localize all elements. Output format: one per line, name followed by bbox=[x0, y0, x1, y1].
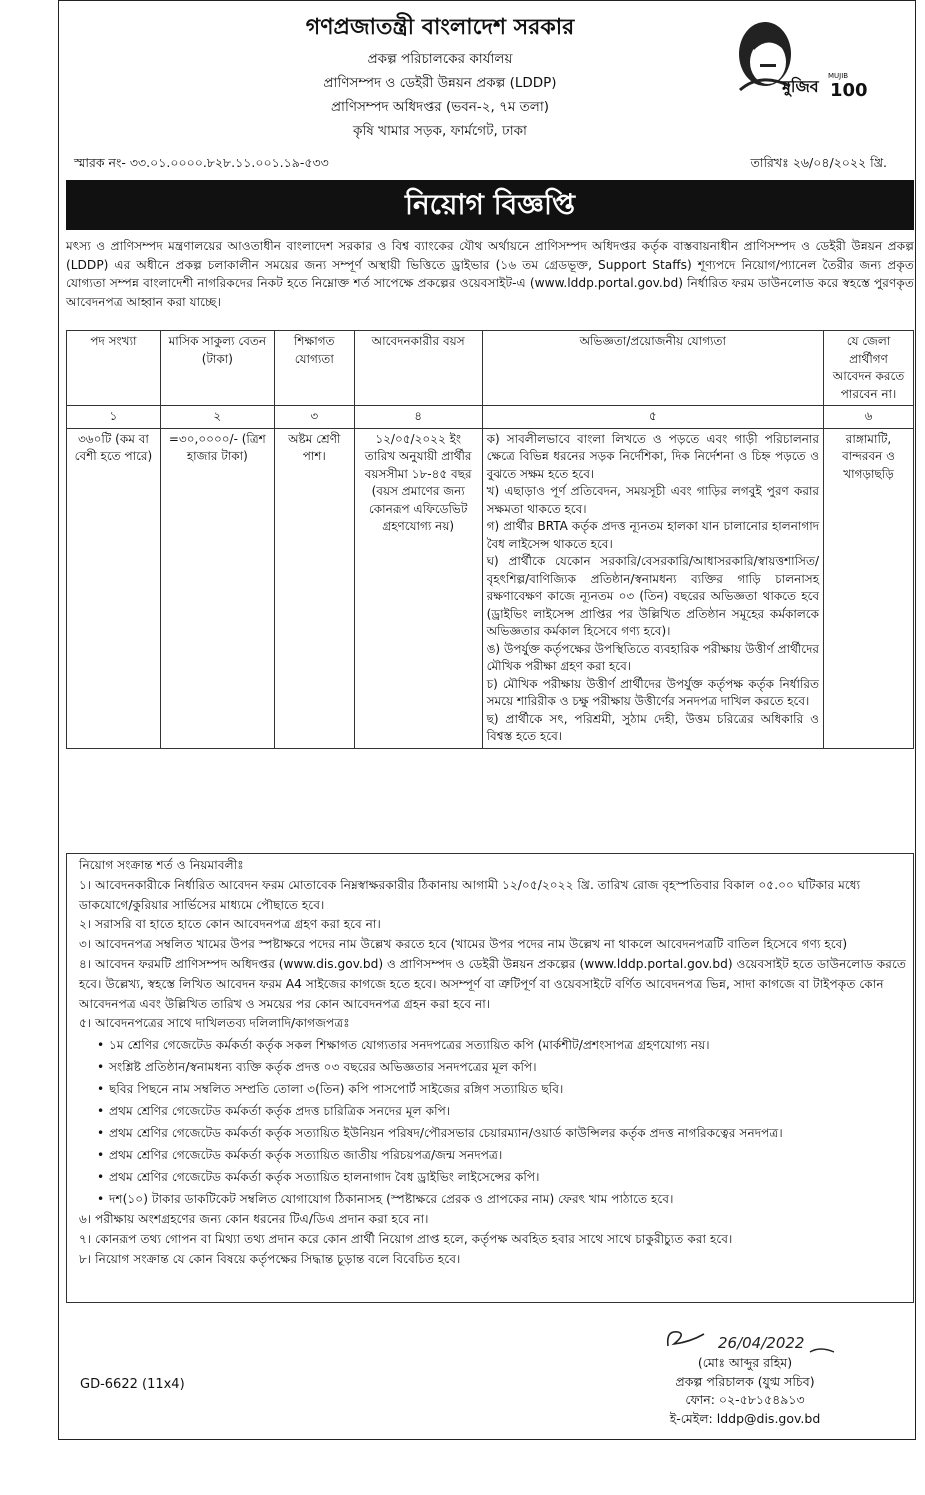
document-item: • সংশ্লিষ্ট প্রতিষ্ঠান/স্বনামধন্য ব্যক্তি কর্তৃক প্রদত্ত ০৩ বছরের অভিজ্ঞতার সনদপত্রের মূল কপি। bbox=[109, 1056, 907, 1078]
government-title: গণপ্রজাতন্ত্রী বাংলাদেশ সরকার bbox=[305, 15, 575, 40]
col-number: ৬ bbox=[824, 406, 914, 429]
header-districts: যে জেলা প্রার্থীগণ আবেদন করতে পারবেন না। bbox=[824, 331, 914, 406]
terms-section bbox=[66, 853, 914, 1303]
memo-number: স্মারক নং- ৩৩.০১.০০০০.৮২৮.১১.০০১.১৯-৫৩৩ bbox=[74, 155, 329, 170]
header-salary: মাসিক সাকুল্য বেতন (টাকা) bbox=[160, 331, 274, 406]
term-item: ৪। আবেদন ফরমটি প্রাণিসম্পদ অধিদপ্তর (www.dis.gov.bd) ও প্রাণিসম্পদ ও ডেইরী উন্নয়ন প্রকল্পের (www.lddp.portal.gov.bd) ওয়েবসাইট হতে ডাউনলোড করতে হবে। উল্লেখ্য, স্বহস্তে লিখিত আবেদন ফরম A4 সাইজের কাগজে হতে হবে। অসম্পূর্ণ বা ত্রুটিপূর্ণ বা ওয়েবসাইটে বর্ণিত আবেদনপত্র ভিন্ন, সাদা কাগজে বা টাইপকৃত কোন আবেদনপত্র এবং উল্লিখিত তারিখ ও সময়ের পর কোন আবেদনপত্র গ্রহন করা হবে না। bbox=[79, 956, 906, 1011]
age-cell: ১২/০৫/২০২২ ইং তারিখ অনুযায়ী প্রার্থীর বয়সসীমা ১৮-৪৫ বছর (বয়স প্রমাণের জন্য কোনরূপ এফিডেভিট গ্রহণযোগ্য নয়) bbox=[354, 428, 482, 748]
svg-text:মুজিব: মুজিব bbox=[782, 77, 819, 96]
requirement-item: গ) প্রার্থীর BRTA কর্তৃক প্রদত্ত ন্যূনতম হালকা যান চালানোর হালনাগাদ বৈধ লাইসেন্স থাকতে হবে। bbox=[486, 519, 820, 551]
term-item: ৮। নিয়োগ সংক্রান্ত যে কোন বিষয়ে কর্তৃপক্ষের সিদ্ধান্ত চূড়ান্ত বলে বিবেচিত হবে। bbox=[79, 1251, 461, 1266]
col-number: ৫ bbox=[482, 406, 823, 429]
header-age: আবেদনকারীর বয়স bbox=[354, 331, 482, 406]
office-address: কৃষি খামার সড়ক, ফার্মগেট, ঢাকা bbox=[353, 123, 527, 139]
office-name: প্রকল্প পরিচালকের কার্যালয় bbox=[367, 51, 513, 67]
signatory-phone: ফোন: ০২-৫৮১৫৪৯১৩ bbox=[685, 1392, 805, 1407]
requirements-cell bbox=[482, 428, 823, 748]
term-item: ১। আবেদনকারীকে নির্ধারিত আবেদন ফরম মোতাবেক নিম্নস্বাক্ষরকারীর ঠিকানায় আগামী ১২/০৫/২০২২ খ্রি. তারিখ রোজ বৃহস্পতিবার বিকাল ০৫.০০ ঘটিকার মধ্যে ডাকযোগে/কুরিয়ার সার্ভিসের মাধ্যমে পৌছাতে হবে। bbox=[79, 877, 861, 912]
requirement-item: ঘ) প্রার্থীকে যেকোন সরকারি/বেসরকারি/আধাসরকারি/স্বায়ত্তশাসিত/বৃহৎশিল্প/বাণিজ্যিক প্রতিষ্ঠান/স্বনামধন্য ব্যক্তির গাড়ি চালনাসহ রক্ষণাবেক্ষণ কাজে ন্যূনতম ০৩ (তিন) বছরের অভিজ্ঞতা থাকতে হবে (ড্রাইভিং লাইসেন্স প্রাপ্তির পর উল্লিখিত প্রতিষ্ঠান সমূহের কর্মকালকে অভিজ্ঞতার কর্মকাল হিসেবে গণ্য হবে)। bbox=[486, 554, 820, 638]
education-cell: অষ্টম শ্রেণী পাশ। bbox=[274, 428, 354, 748]
signatory-designation: প্রকল্প পরিচালক (যুগ্ম সচিব) bbox=[675, 1373, 815, 1389]
gd-number: GD-6622 (11x4) bbox=[80, 1377, 185, 1392]
svg-text:MUJIB: MUJIB bbox=[828, 72, 849, 80]
terms-title: নিয়োগ সংক্রান্ত শর্ত ও নিয়মাবলীঃ bbox=[79, 858, 244, 872]
header-posts: পদ সংখ্যা bbox=[67, 331, 161, 406]
requirement-item: ছ) প্রার্থীকে সৎ, পরিশ্রমী, সুঠাম দেহী, উত্তম চরিত্রের অধিকারি ও বিশ্বস্ত হতে হবে। bbox=[486, 711, 820, 743]
signatory-name: (মোঃ আব্দুর রহিম) bbox=[697, 1355, 793, 1370]
salary-cell: =৩০,০০০০/- (ত্রিশ হাজার টাকা) bbox=[160, 428, 274, 748]
requirement-item: খ) এছাড়াও পূর্ণ প্রতিবেদন, সময়সূচী এবং গাড়ির লগবুই পুরণ করার সক্ষমতা থাকতে হবে। bbox=[486, 484, 820, 516]
requirement-item: ক) সাবলীলভাবে বাংলা লিখতে ও পড়তে এবং গাড়ী পরিচালনার ক্ষেত্রে বিভিন্ন ধরনের সড়ক নির্দেশিকা, দিক নির্দেশনা ও চিহ্ন পড়তে ও বুঝতে সক্ষম হতে হবে। bbox=[486, 431, 820, 481]
requirement-item: চ) মৌখিক পরীক্ষায় উত্তীর্ণ প্রার্থীদের উপর্যুক্ত কর্তৃপক্ষ কর্তৃক নির্ধারিত সময়ে শারিরীক ও চক্ষু পরীক্ষায় উত্তীর্ণের সনদপত্র দাখিল করতে হবে। bbox=[486, 676, 820, 708]
table-header-row bbox=[67, 331, 914, 406]
posts-cell: ৩৬০টি (কম বা বেশী হতে পারে) bbox=[67, 428, 161, 748]
term-item: ৭। কোনরূপ তথ্য গোপন বা মিথ্যা তথ্য প্রদান করে কোন প্রার্থী নিয়োগ প্রাপ্ত হলে, কর্তৃপক্ষ অবহিত হবার সাথে সাথে চাকুরীচ্যুত করা হবে। bbox=[79, 1231, 733, 1246]
term-item: ৫। আবেদনপত্রের সাথে দাখিলতব্য দলিলাদি/কাগজপত্রঃ bbox=[79, 1016, 350, 1031]
document-item: • প্রথম শ্রেণির গেজেটেড কর্মকর্তা কর্তৃক প্রদত্ত চারিত্রিক সনদের মূল কপি। bbox=[109, 1100, 907, 1122]
term-item: ৬। পরীক্ষায় অংশগ্রহণের জন্য কোন ধরনের টিএ/ডিএ প্রদান করা হবে না। bbox=[79, 1212, 429, 1227]
intro-paragraph: মৎস্য ও প্রাণিসম্পদ মন্ত্রণালয়ের আওতাধীন বাংলাদেশ সরকার ও বিশ্ব ব্যাংকের যৌথ অর্থায়নে প্রাণিসম্পদ অধিদপ্তর কর্তৃক বাস্তবায়নাধীন প্রাণিসম্পদ ও ডেইরী উন্নয়ন প্রকল্প (LDDP) এর অধীনে প্রকল্প চলাকালীন সময়ের জন্য সম্পূর্ণ অস্থায়ী ভিত্তিতে ড্রাইভার (১৬ তম গ্রেডভূক্ত, Support Staffs) শূণ্যপদে নিয়োগ/প্যানেল তৈরীর জন্য প্রকৃত যোগ্যতা সম্পন্ন বাংলাদেশী নাগরিকদের নিকট হতে নিম্নোক্ত শর্ত সাপেক্ষে প্রকল্পের ওয়েবসাইট-এ (www.lddp.portal.gov.bd) নির্ধারিত ফরম ডাউনলোড করে স্বহস্তে পুরণকৃত আবেদনপত্র আহ্বান করা যাচ্ছে। bbox=[66, 239, 914, 309]
document-list bbox=[79, 1034, 907, 1210]
signatory-block bbox=[600, 1354, 890, 1428]
document-item: • দশ(১০) টাকার ডাকটিকেট সম্বলিত যোগাযোগ ঠিকানাসহ (স্পষ্টাক্ষরে প্রেরক ও প্রাপকের নাম) ফেরৎ খাম পাঠাতে হবে। bbox=[109, 1188, 907, 1210]
document-item: • প্রথম শ্রেণির গেজেটেড কর্মকর্তা কর্তৃক সত্যায়িত হালনাগাদ বৈধ ড্রাইভিং লাইসেন্সের কপি। bbox=[109, 1166, 907, 1188]
signatory-email: ই-মেইল: lddp@dis.gov.bd bbox=[669, 1410, 821, 1426]
project-name: প্রাণিসম্পদ ও ডেইরী উন্নয়ন প্রকল্প (LDDP) bbox=[323, 75, 557, 91]
mujib-borsho-logo bbox=[720, 12, 870, 102]
notice-date: তারিখঃ ২৬/০৪/২০২২ খ্রি. bbox=[750, 155, 887, 170]
header-education: শিক্ষাগত যোগ্যতা bbox=[274, 331, 354, 406]
document-item: • ১ম শ্রেণির গেজেটেড কর্মকর্তা কর্তৃক সকল শিক্ষাগত যোগ্যতার সনদপত্রের সত্যায়িত কপি (মার্কশীট/প্রশংসাপত্র গ্রহণযোগ্য নয়। bbox=[109, 1034, 907, 1056]
notice-banner: নিয়োগ বিজ্ঞপ্তি bbox=[66, 180, 914, 230]
department-name: প্রাণিসম্পদ অধিদপ্তর (ভবন-২, ৭ম তলা) bbox=[330, 99, 550, 115]
svg-text:26/04/2022: 26/04/2022 bbox=[718, 1334, 805, 1352]
term-item: ২। সরাসরি বা হাতে হাতে কোন আবেদনপত্র গ্রহণ করা হবে না। bbox=[79, 917, 381, 932]
column-number-row bbox=[67, 406, 914, 429]
districts-cell: রাঙ্গামাটি, বান্দরবন ও খাগড়াছড়ি bbox=[824, 428, 914, 748]
requirement-item: ঙ) উপর্যুক্ত কর্তৃপক্ষের উপস্থিতিতে ব্যবহারিক পরীক্ষায় উত্তীর্ণ প্রার্থীদের মৌখিক পরীক্ষা গ্রহণ করা হবে। bbox=[486, 641, 820, 673]
col-number: ৩ bbox=[274, 406, 354, 429]
term-item: ৩। আবেদনপত্র সম্বলিত খামের উপর স্পষ্টাক্ষরে পদের নাম উল্লেখ করতে হবে (খামের উপর পদের নাম উল্লেখ না থাকলে আবেদনপত্রটি বাতিল হিসেবে গণ্য হবে) bbox=[79, 937, 848, 952]
col-number: ৪ bbox=[354, 406, 482, 429]
handwritten-signature bbox=[660, 1322, 860, 1356]
document-item: • প্রথম শ্রেণির গেজেটেড কর্মকর্তা কর্তৃক সত্যায়িত জাতীয় পরিচয়পত্র/জন্ম সনদপত্র। bbox=[109, 1144, 907, 1166]
vacancy-row bbox=[67, 428, 914, 748]
col-number: ১ bbox=[67, 406, 161, 429]
header-requirements: অভিজ্ঞতা/প্রয়োজনীয় যোগ্যতা bbox=[482, 331, 823, 406]
svg-text:100: 100 bbox=[830, 80, 868, 101]
document-item: • প্রথম শ্রেণির গেজেটেড কর্মকর্তা কর্তৃক সত্যায়িত ইউনিয়ন পরিষদ/পৌরসভার চেয়ারম্যান/ওয়ার্ড কাউন্সিলর কর্তৃক প্রদত্ত নাগরিকত্বের সনদপত্র। bbox=[109, 1122, 907, 1144]
vacancy-table bbox=[66, 330, 914, 749]
document-item: • ছবির পিছনে নাম সম্বলিত সম্প্রতি তোলা ৩(তিন) কপি পাসপোর্ট সাইজের রঙ্গিণ সত্যায়িত ছবি। bbox=[109, 1078, 907, 1100]
col-number: ২ bbox=[160, 406, 274, 429]
